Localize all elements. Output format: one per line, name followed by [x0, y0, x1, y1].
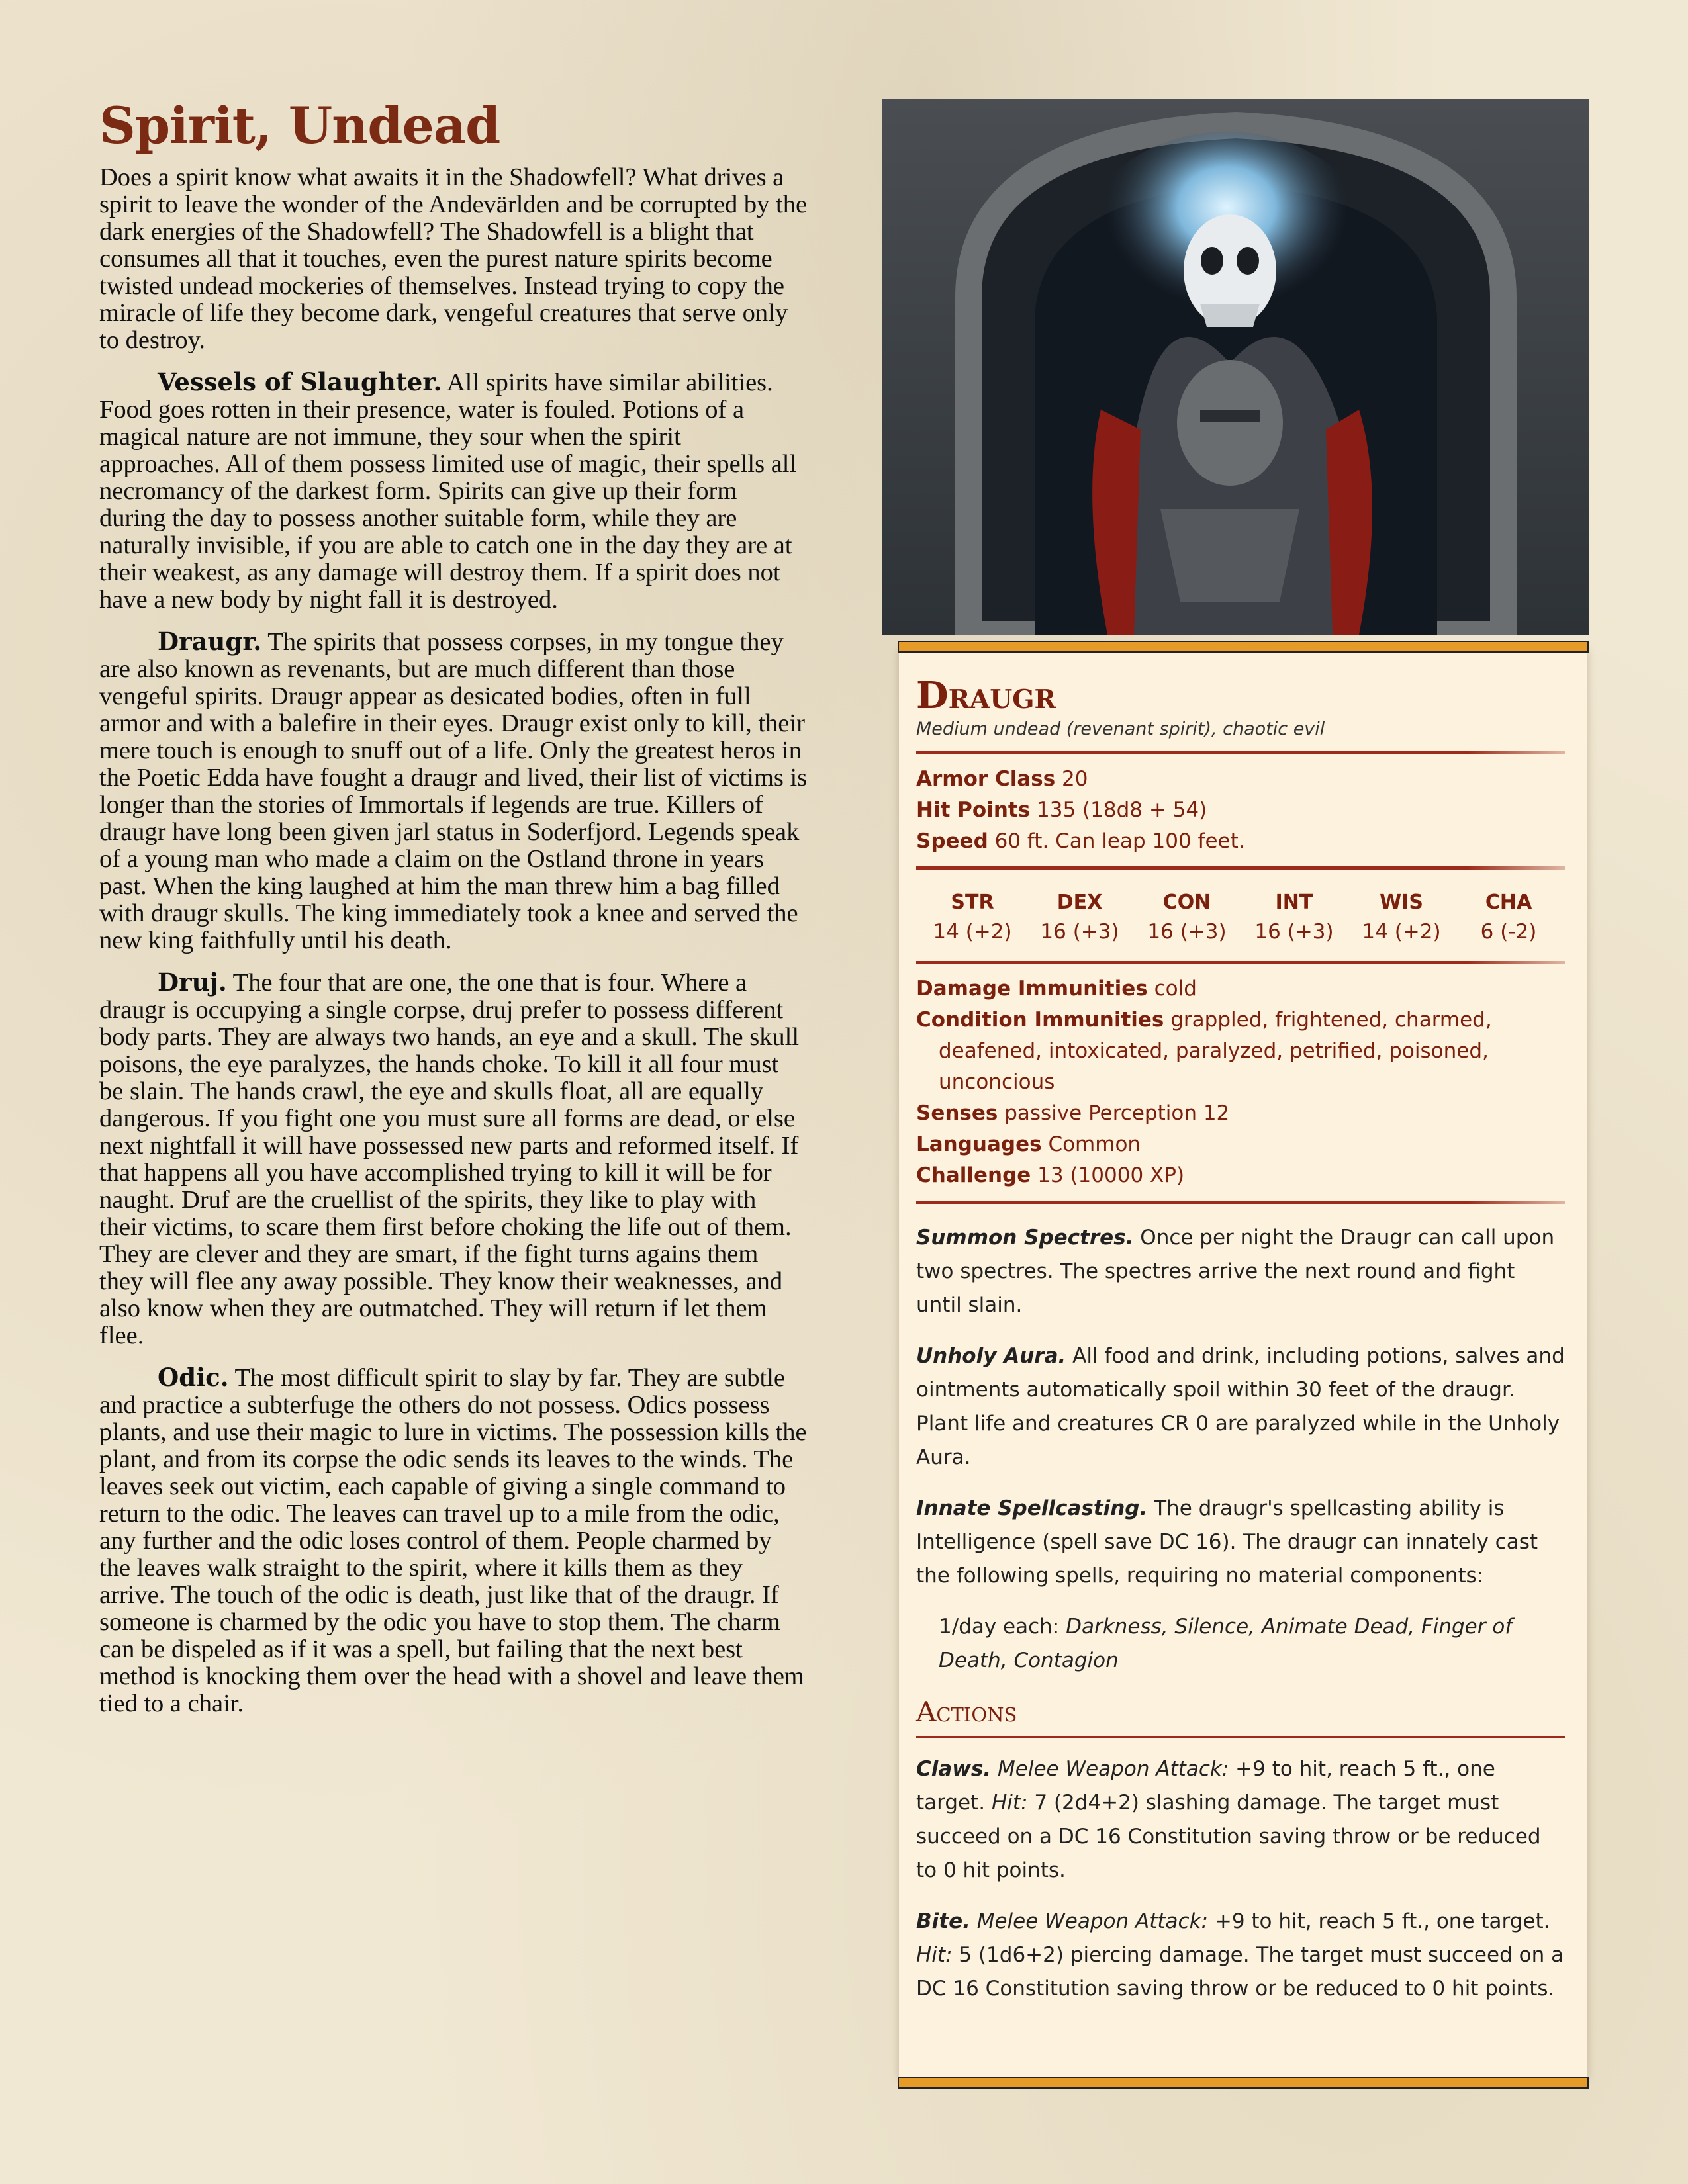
prop-value-cont: unconcious	[939, 1070, 1055, 1094]
section-lead: Odic.	[158, 1363, 229, 1392]
section-draugr	[99, 628, 808, 954]
section-text: All spirits have similar abilities. Food goes rotten in their presence, water is fouled. Potions of a magical nature are not immune, they sour when the spirit approaches. All of them possess limited use of magic, their spells all necromancy of the darkest form. Spirits can give up their form during the day to possess another suitable form, while they are naturally invisible, if you are able to catch one in the day they are at their weakest, as any damage will destroy them. If a spirit does not have a new body by night fall it is destroyed.	[99, 369, 797, 614]
trait-unholy-aura	[916, 1340, 1565, 1475]
action-name: Bite.	[916, 1909, 970, 1933]
attack-text: +9 to hit, reach 5 ft., one target.	[916, 1757, 1495, 1815]
ability-dex	[1026, 888, 1133, 946]
stat-block-bottom-bar	[898, 2077, 1589, 2089]
prop-label: Armor Class	[916, 767, 1056, 791]
ability-wis	[1348, 888, 1455, 946]
divider	[916, 1201, 1565, 1204]
ability-name: INT	[1275, 891, 1313, 914]
prop-label: Senses	[916, 1101, 998, 1125]
hit-label: Hit:	[916, 1943, 953, 1967]
creature-type: Medium undead (revenant spirit), chaotic evil	[916, 719, 1325, 739]
stat-block-top-bar	[898, 641, 1589, 653]
section-text: The spirits that possess corpses, in my tongue they are also known as revenants, but are much different than those vengeful spirits. Draugr appear as desicated bodies, often in full armor and with a balefire in their eyes. Draugr exist only to kill, their mere touch is enough to snuff out of a life. Only the greatest heros in the Poetic Edda have fought a draugr and lived, their list of victims is longer than the stories of Immortals if legends are true. Killers of draugr have long been given jarl status in Soderfjord. Legends speak of a young man who made a claim on the Ostland throne in years past. When the king laughed at him the man threw him a bag filled with draugr skulls. The king immediately took a knee and served the new king faithfully until his death.	[99, 628, 808, 954]
ability-name: DEX	[1056, 891, 1103, 914]
trait-name: Summon Spectres.	[916, 1226, 1134, 1250]
senses	[916, 1098, 1565, 1129]
ability-scores	[916, 879, 1565, 952]
page-title: Spirit, Undead	[99, 96, 500, 155]
trait-name: Innate Spellcasting.	[916, 1496, 1148, 1520]
lore-column	[99, 96, 808, 1732]
ability-cha	[1455, 888, 1562, 946]
creature-name: Draugr	[916, 674, 1056, 717]
prop-label: Condition Immunities	[916, 1008, 1164, 1032]
trait-text: The draugr's spellcasting ability is Intelligence (spell save DC 16). The draugr can innately cast the following spells, requiring no material components:	[916, 1496, 1538, 1588]
attack-text: +9 to hit, reach 5 ft., one target.	[1207, 1909, 1550, 1933]
damage-immunities	[916, 974, 1565, 1005]
action-name: Claws.	[916, 1757, 992, 1781]
ability-value: 6 (-2)	[1480, 920, 1537, 944]
prop-value: 135 (18d8 + 54)	[1030, 798, 1207, 822]
divider	[916, 751, 1565, 754]
prop-value: 20	[1055, 767, 1088, 791]
section-lead: Vessels of Slaughter.	[158, 367, 442, 396]
section-vessels	[99, 369, 808, 614]
trait-text: Once per night the Draugr can call upon two spectres. The spectres arrive the next round and fight until slain.	[916, 1226, 1555, 1317]
challenge	[916, 1160, 1565, 1191]
ability-int	[1241, 888, 1348, 946]
prop-label: Languages	[916, 1132, 1042, 1156]
prop-label: Challenge	[916, 1163, 1031, 1187]
spell-list	[916, 1610, 1565, 1678]
hit-points	[916, 795, 1565, 826]
ability-name: CON	[1162, 891, 1211, 914]
draugr-artwork	[882, 99, 1589, 635]
section-lead: Druj.	[158, 968, 227, 997]
hit-text: 7 (2d4+2) slashing damage. The target must succeed on a DC 16 Constitution saving throw or be reduced to 0 hit points.	[916, 1791, 1541, 1882]
ability-con	[1133, 888, 1241, 946]
spell-names: Darkness, Silence, Animate Dead, Finger of Death, Contagion	[939, 1615, 1513, 1672]
section-text: The most difficult spirit to slay by far. They are subtle and practice a subterfuge the others do not possess. Odics possess plants, and use their magic to lure in victims. The possession kills the plant, and from its corpse the odic sends its leaves to the winds. The leaves seek out victim, each capable of giving a single command to return to the odic. The leaves can travel up to a mile from the odic, any further and the odic loses control of them. People charmed by the leaves walk straight to the spirit, where it kills them as they arrive. The touch of the odic is death, just like that of the draugr. If someone is charmed by the odic you have to stop them. The charm can be dispeled as if it was a spell, but failing that the next best method is knocking them over the head with a shovel and leave them tied to a chair.	[99, 1364, 807, 1717]
section-text: The four that are one, the one that is four. Where a draugr is occupying a single corpse, druj prefer to possess different body parts. They are always two hands, an eye and a skull. The skull poisons, the eye paralyzes, the hands choke. To kill it all four must be slain. The hands crawl, the eye and skulls float, all are equally dangerous. If you fight one you must sure all forms are dead, or else next nightfall it will have possessed new parts and reformed itself. If that happens all you have accomplished trying to kill it will be for naught. Druf are the cruellist of the spirits, they like to play with their victims, to scare them first before choking the life out of them. They are clever and they are smart, if the fight turns agains them they will flee any away possible. They know their weaknesses, and also know when they are outmatched. They will return if let them flee.	[99, 969, 800, 1349]
ability-name: STR	[951, 891, 994, 914]
hit-label: Hit:	[991, 1791, 1028, 1815]
action-claws	[916, 1752, 1565, 1888]
spell-frequency: 1/day each:	[939, 1615, 1066, 1639]
divider	[916, 1736, 1565, 1738]
ability-name: WIS	[1380, 891, 1423, 914]
ability-value: 14 (+2)	[1362, 920, 1441, 944]
stat-block	[899, 650, 1587, 2079]
armor-class	[916, 764, 1565, 795]
ability-value: 16 (+3)	[1147, 920, 1227, 944]
intro-paragraph: Does a spirit know what awaits it in the Shadowfell? What drives a spirit to leave the wonder of the Andevärlden and be corrupted by the dark energies of the Shadowfell? The Shadowfell is a blight that consumes all that it touches, even the purest nature spirits become twisted undead mockeries of themselves. Instead trying to copy the miracle of life they become dark, vengeful creatures that serve only to destroy.	[99, 163, 808, 354]
draugr-illustration	[882, 99, 1589, 635]
divider	[916, 961, 1565, 964]
condition-immunities	[916, 1005, 1565, 1098]
prop-value: Common	[1041, 1132, 1141, 1156]
divider	[916, 866, 1565, 870]
speed	[916, 826, 1565, 857]
section-odic	[99, 1364, 808, 1717]
section-druj	[99, 969, 808, 1349]
prop-value: passive Perception 12	[998, 1101, 1230, 1125]
prop-value: cold	[1147, 977, 1197, 1001]
actions-heading: Actions	[916, 1696, 1017, 1728]
prop-label: Hit Points	[916, 798, 1031, 822]
ability-value: 16 (+3)	[1254, 920, 1334, 944]
trait-name: Unholy Aura.	[916, 1344, 1066, 1368]
trait-innate-spellcasting	[916, 1492, 1565, 1593]
attack-type: Melee Weapon Attack:	[970, 1909, 1208, 1933]
attack-type: Melee Weapon Attack:	[991, 1757, 1229, 1781]
ability-value: 14 (+2)	[933, 920, 1012, 944]
prop-label: Speed	[916, 829, 988, 853]
prop-value: 13 (10000 XP)	[1031, 1163, 1185, 1187]
action-bite	[916, 1905, 1565, 2006]
prop-label: Damage Immunities	[916, 977, 1148, 1001]
prop-value: 60 ft. Can leap 100 feet.	[988, 829, 1245, 853]
prop-value-cont: deafened, intoxicated, paralyzed, petrified, poisoned,	[939, 1039, 1489, 1063]
ability-str	[919, 888, 1026, 946]
trait-text: All food and drink, including potions, salves and ointments automatically spoil within 30 feet of the draugr. Plant life and creatures CR 0 are paralyzed while in the Unholy Aura.	[916, 1344, 1565, 1469]
prop-value: grappled, frightened, charmed,	[1164, 1008, 1492, 1032]
trait-summon-spectres	[916, 1221, 1565, 1322]
hit-text: 5 (1d6+2) piercing damage. The target must succeed on a DC 16 Constitution saving throw or be reduced to 0 hit points.	[916, 1943, 1564, 2001]
section-lead: Draugr.	[158, 627, 262, 656]
languages	[916, 1129, 1565, 1160]
ability-name: CHA	[1485, 891, 1532, 914]
ability-value: 16 (+3)	[1040, 920, 1119, 944]
